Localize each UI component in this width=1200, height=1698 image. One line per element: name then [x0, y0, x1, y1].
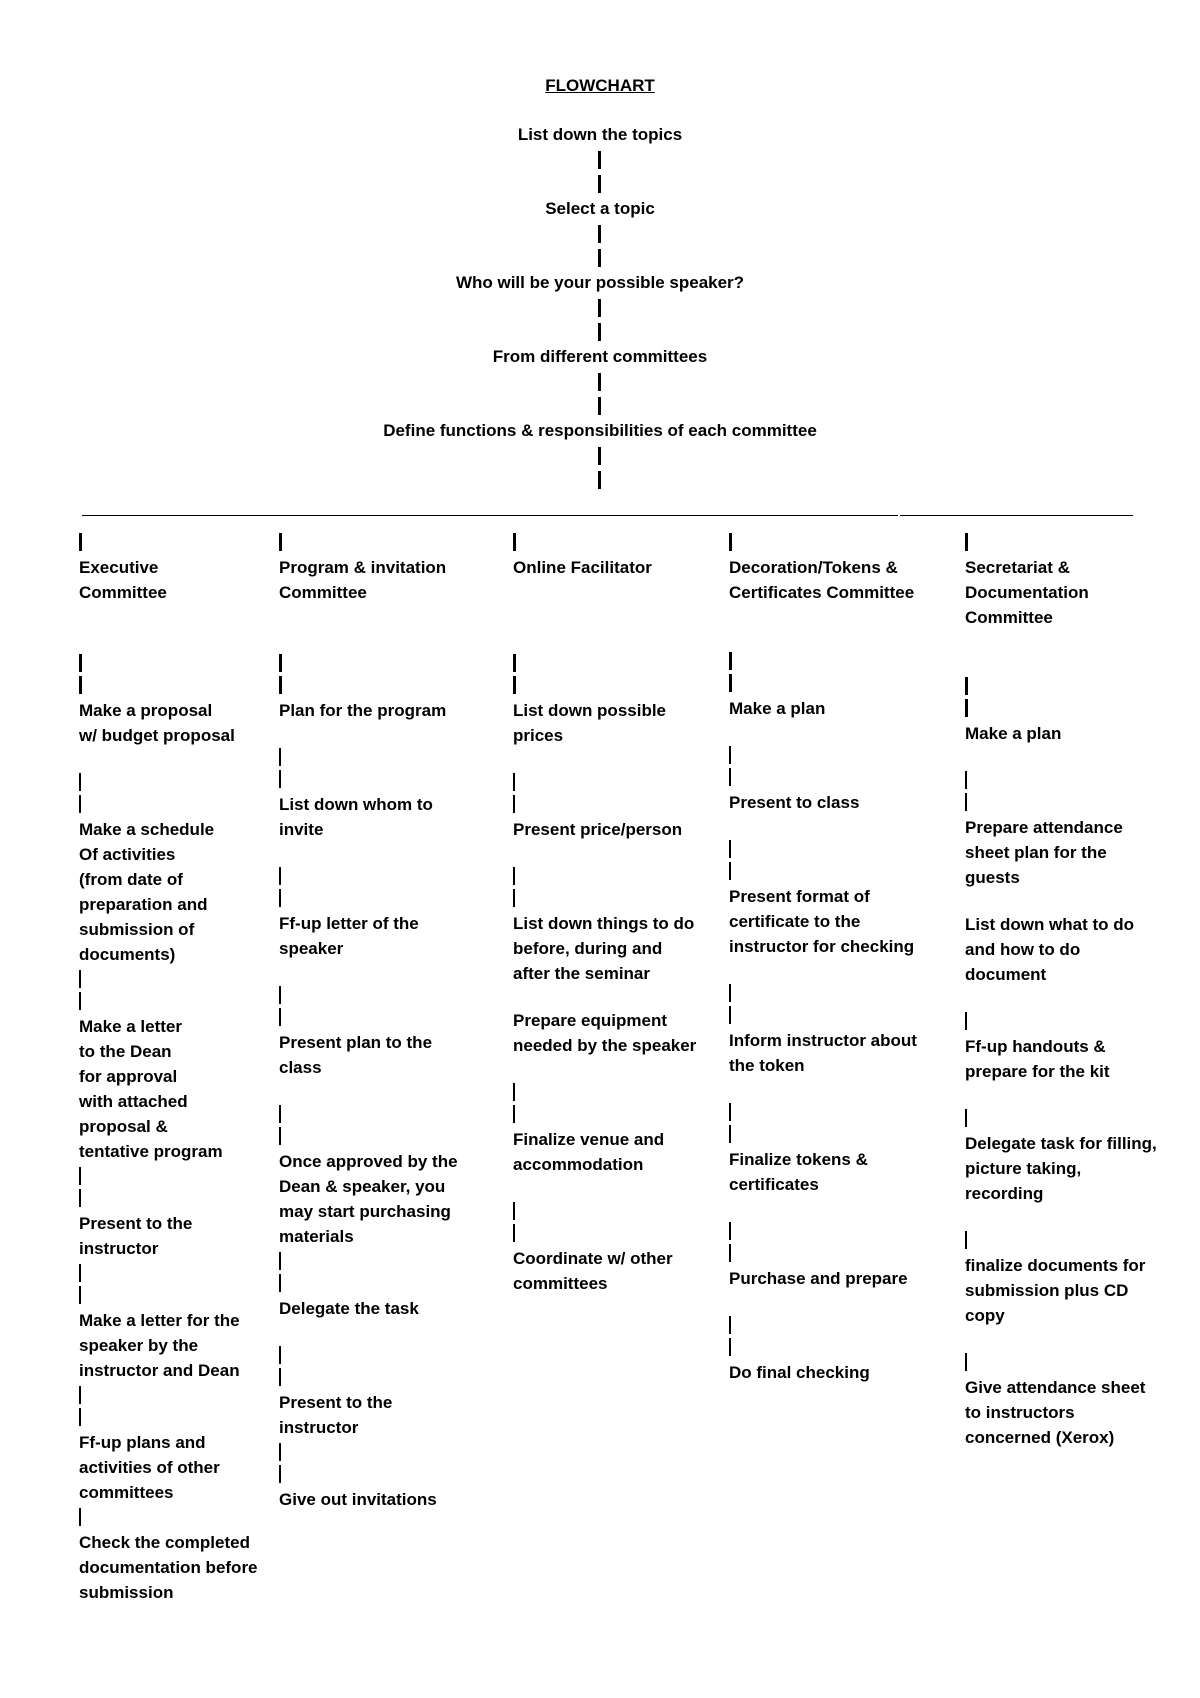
connector-bar: [513, 676, 516, 694]
connector-bar: [729, 746, 731, 764]
connector-bar: [79, 676, 82, 694]
connector-bar: [729, 1125, 731, 1143]
page-title: FLOWCHART: [545, 76, 655, 95]
task-item: Delegate the task: [279, 1299, 419, 1318]
connector-bar: [729, 1006, 731, 1024]
connector-bar: [513, 1202, 515, 1220]
committee-title: Program & invitation Committee: [279, 558, 447, 602]
connector-bar: [279, 1368, 281, 1386]
connector-bar: [729, 1222, 731, 1240]
task-item: Make a schedule Of activities (from date of preparation and submission of documents): [79, 820, 215, 964]
branch-divider: [900, 515, 1133, 516]
connector-bar: [965, 1012, 967, 1030]
connector-bar: [279, 1465, 281, 1483]
task-item: Present to the instructor: [279, 1393, 393, 1437]
task-item: Make a letter to the Dean for approval with attached proposal & tentative program: [79, 1017, 223, 1161]
connector-bar: [279, 1252, 281, 1270]
connector-bar: [965, 1353, 967, 1371]
connector-bar: [729, 862, 731, 880]
connector-bar: [279, 1105, 281, 1123]
task-item: Ff-up plans and activities of other committees: [79, 1433, 220, 1502]
task-item: finalize documents for submission plus CD copy: [965, 1256, 1146, 1325]
committee-title: Online Facilitator: [513, 558, 652, 577]
step-select-topic: Select a topic: [545, 199, 655, 218]
committee-title: Secretariat & Documentation Committee: [965, 558, 1089, 627]
task-item: Prepare equipment needed by the speaker: [513, 1011, 697, 1055]
committee-title: Decoration/Tokens & Certificates Committee: [729, 558, 915, 602]
connector-bar: [598, 151, 601, 169]
connector-bar: [513, 889, 515, 907]
connector-bar: [79, 773, 81, 791]
connector-bar: [598, 447, 601, 465]
task-item: List down what to do and how to do document: [965, 915, 1135, 984]
connector-bar: [598, 397, 601, 415]
connector-bar: [965, 533, 968, 551]
connector-bar: [79, 1508, 81, 1526]
connector-bar: [79, 992, 81, 1010]
connector-bar: [513, 1224, 515, 1242]
committee-title: Executive Committee: [79, 558, 167, 602]
connector-bar: [965, 771, 967, 789]
task-item: Prepare attendance sheet plan for the guests: [965, 818, 1123, 887]
step-possible-speaker: Who will be your possible speaker?: [455, 273, 745, 292]
connector-bar: [513, 795, 515, 813]
task-item: Plan for the program: [279, 701, 447, 720]
task-item: Present price/person: [513, 820, 683, 839]
task-item: Make a plan: [965, 724, 1062, 743]
task-item: Finalize venue and accommodation: [513, 1130, 665, 1174]
task-item: Check the completed documentation before submission: [79, 1533, 258, 1602]
connector-bar: [79, 1286, 81, 1304]
committee-column-online-facilitator: [513, 530, 713, 1296]
connector-bar: [279, 748, 281, 766]
task-item: Coordinate w/ other committees: [513, 1249, 673, 1293]
connector-bar: [729, 840, 731, 858]
connector-bar: [279, 1008, 281, 1026]
connector-bar: [513, 533, 516, 551]
connector-bar: [513, 1083, 515, 1101]
connector-bar: [965, 793, 967, 811]
task-item: List down possible prices: [513, 701, 667, 745]
committee-column-program: [279, 530, 489, 1512]
connector-bar: [598, 373, 601, 391]
task-item: Present to class: [729, 793, 860, 812]
connector-bar: [79, 1408, 81, 1426]
connector-bar: [79, 795, 81, 813]
task-item: Make a proposal w/ budget proposal: [79, 701, 235, 745]
connector-bar: [279, 1274, 281, 1292]
connector-bar: [279, 867, 281, 885]
connector-bar: [598, 471, 601, 489]
committee-column-executive: [79, 530, 269, 1605]
connector-bar: [729, 533, 732, 551]
connector-bar: [79, 654, 82, 672]
task-item: Do final checking: [729, 1363, 870, 1382]
connector-bar: [279, 1443, 281, 1461]
connector-bar: [598, 249, 601, 267]
connector-bar: [965, 699, 968, 717]
connector-bar: [79, 1386, 81, 1404]
connector-bar: [729, 1244, 731, 1262]
connector-bar: [965, 1231, 967, 1249]
connector-bar: [279, 889, 281, 907]
step-define-functions: Define functions & responsibilities of each committee: [383, 421, 817, 440]
connector-bar: [729, 652, 732, 670]
task-item: Present format of certificate to the instructor for checking: [729, 887, 915, 956]
connector-bar: [279, 1346, 281, 1364]
connector-bar: [965, 677, 968, 695]
connector-bar: [279, 676, 282, 694]
connector-bar: [279, 1127, 281, 1145]
connector-bar: [729, 984, 731, 1002]
committee-column-secretariat: [965, 530, 1180, 1450]
branch-divider: [82, 515, 898, 516]
connector-bar: [279, 533, 282, 551]
connector-bar: [79, 1167, 81, 1185]
connector-bar: [513, 773, 515, 791]
task-item: Ff-up handouts & prepare for the kit: [965, 1037, 1110, 1081]
committee-column-decoration: [729, 530, 949, 1385]
task-item: Give out invitations: [279, 1490, 437, 1509]
task-item: Purchase and prepare: [729, 1269, 908, 1288]
connector-bar: [513, 867, 515, 885]
task-item: Ff-up letter of the speaker: [279, 914, 419, 958]
connector-bar: [729, 1338, 731, 1356]
connector-bar: [79, 1264, 81, 1282]
task-item: Delegate task for filling, picture taking, recording: [965, 1134, 1157, 1203]
task-item: Finalize tokens & certificates: [729, 1150, 868, 1194]
connector-bar: [598, 225, 601, 243]
task-item: List down things to do before, during and after the seminar: [513, 914, 695, 983]
connector-bar: [279, 654, 282, 672]
connector-bar: [729, 768, 731, 786]
connector-bar: [729, 1316, 731, 1334]
connector-bar: [729, 1103, 731, 1121]
connector-bar: [79, 970, 81, 988]
task-item: Inform instructor about the token: [729, 1031, 917, 1075]
connector-bar: [729, 674, 732, 692]
task-item: Make a letter for the speaker by the instructor and Dean: [79, 1311, 240, 1380]
connector-bar: [598, 323, 601, 341]
connector-bar: [279, 770, 281, 788]
connector-bar: [513, 654, 516, 672]
connector-bar: [598, 299, 601, 317]
task-item: Present plan to the class: [279, 1033, 433, 1077]
connector-bar: [79, 1189, 81, 1207]
task-item: Make a plan: [729, 699, 826, 718]
task-item: Once approved by the Dean & speaker, you may start purchasing materials: [279, 1152, 458, 1246]
connector-bar: [965, 1109, 967, 1127]
step-different-committees: From different committees: [492, 347, 708, 366]
step-list-topics: List down the topics: [517, 125, 683, 144]
task-item: List down whom to invite: [279, 795, 433, 839]
task-item: Present to the instructor: [79, 1214, 193, 1258]
task-item: Give attendance sheet to instructors concerned (Xerox): [965, 1378, 1146, 1447]
connector-bar: [79, 533, 82, 551]
connector-bar: [598, 175, 601, 193]
connector-bar: [513, 1105, 515, 1123]
connector-bar: [279, 986, 281, 1004]
